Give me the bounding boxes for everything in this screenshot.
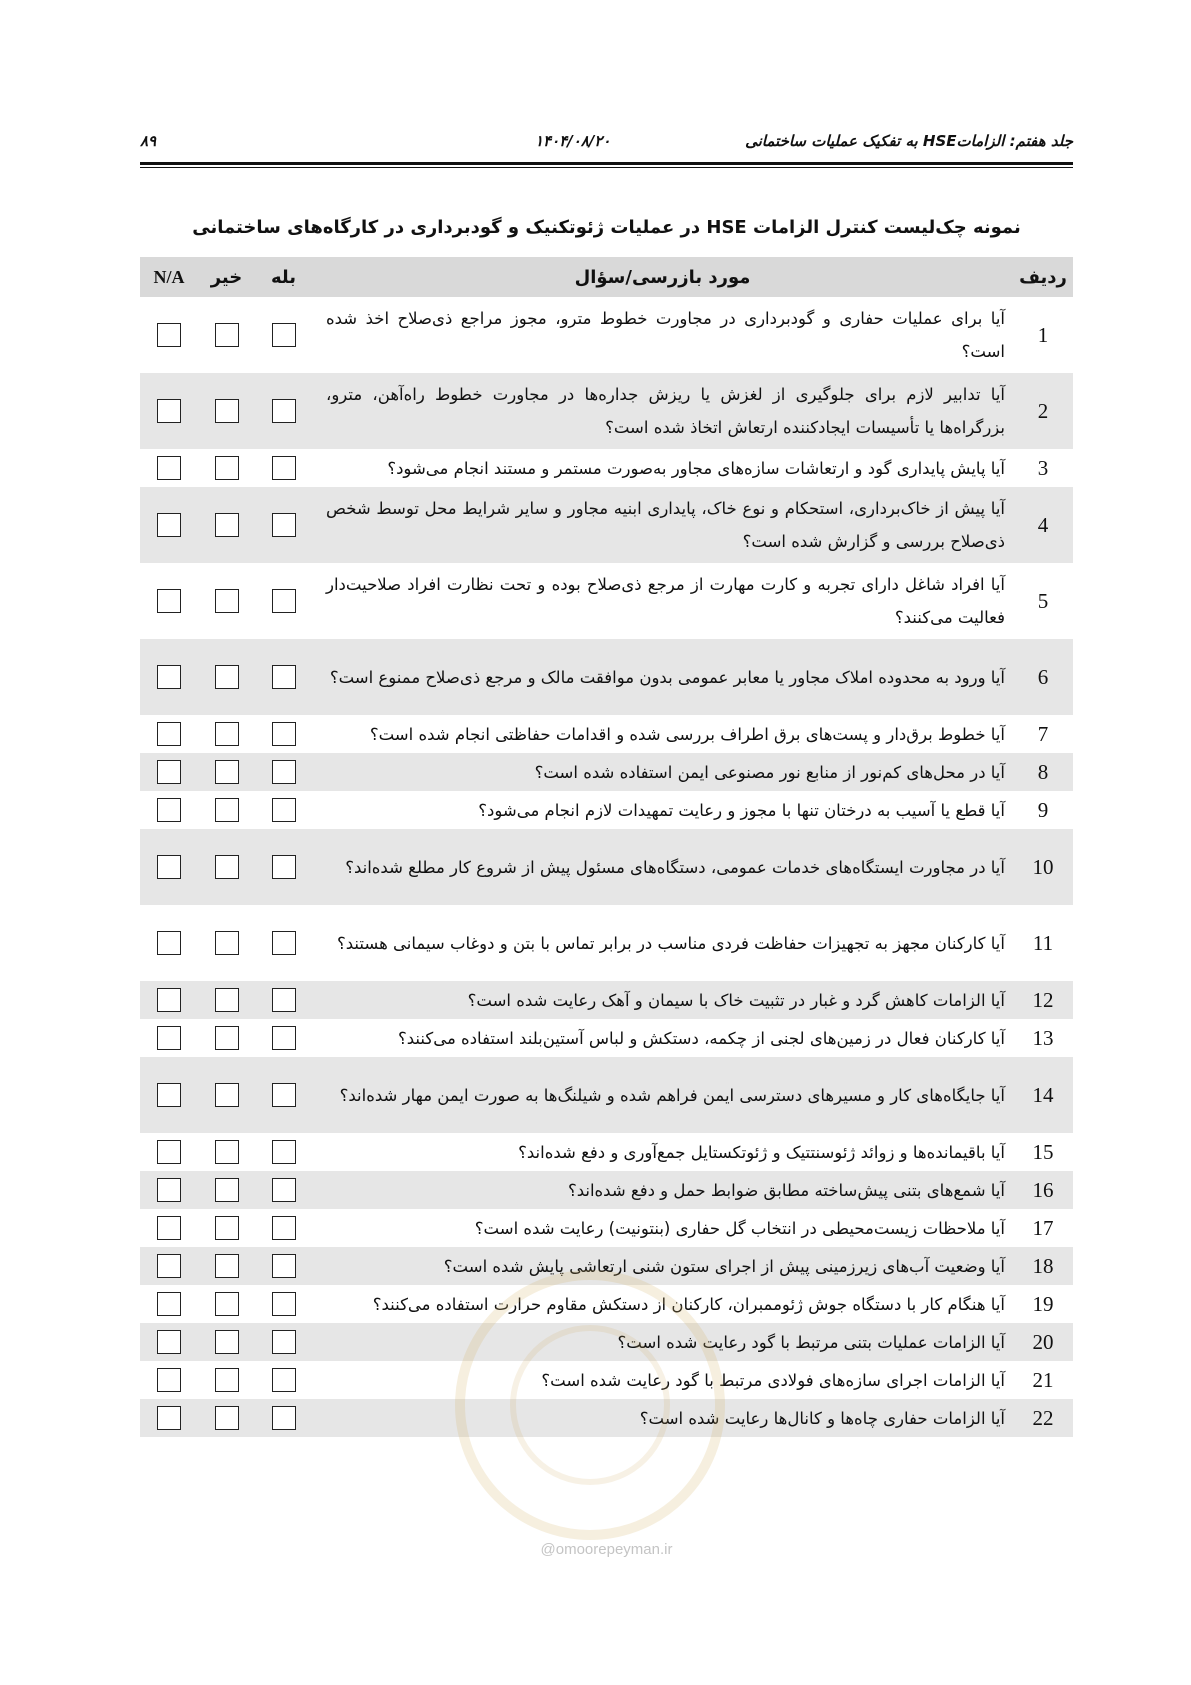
- table-row: [140, 1323, 1073, 1361]
- checkbox-yes[interactable]: [272, 1026, 296, 1050]
- cell-na: [140, 1133, 198, 1171]
- checkbox-yes[interactable]: [272, 855, 296, 879]
- row-number: 2: [1013, 373, 1073, 449]
- cell-yes: [255, 563, 312, 639]
- question-text: آیا وضعیت آب‌های زیرزمینی پیش از اجرای ستون شنی ارتعاشی پایش شده است؟: [312, 1247, 1013, 1285]
- cell-no: [198, 1133, 255, 1171]
- checkbox-yes[interactable]: [272, 1406, 296, 1430]
- header-date: ۱۴۰۴/۰۸/۲۰: [535, 132, 611, 150]
- checkbox-no[interactable]: [215, 760, 239, 784]
- row-number: 5: [1013, 563, 1073, 639]
- cell-no: [198, 563, 255, 639]
- row-number: 21: [1013, 1361, 1073, 1399]
- cell-na: [140, 563, 198, 639]
- cell-yes: [255, 297, 312, 373]
- checkbox-no[interactable]: [215, 589, 239, 613]
- checkbox-na[interactable]: [157, 1254, 181, 1278]
- cell-no: [198, 1247, 255, 1285]
- table-row: [140, 487, 1073, 563]
- checkbox-no[interactable]: [215, 988, 239, 1012]
- cell-yes: [255, 1133, 312, 1171]
- cell-na: [140, 297, 198, 373]
- page-number: ۸۹: [140, 132, 157, 150]
- header-na: N/A: [140, 257, 198, 297]
- cell-yes: [255, 791, 312, 829]
- table-row: [140, 1057, 1073, 1133]
- checkbox-yes[interactable]: [272, 1083, 296, 1107]
- header-no: خیر: [198, 257, 255, 297]
- cell-no: [198, 1399, 255, 1437]
- table-row: [140, 1361, 1073, 1399]
- cell-no: [198, 1209, 255, 1247]
- checklist-title: نمونه چک‌لیست کنترل الزامات HSE در عملیات ژئوتکنیک و گودبرداری در کارگاه‌های ساختمانی: [192, 217, 1021, 238]
- table-row: [140, 639, 1073, 715]
- row-number: 3: [1013, 449, 1073, 487]
- cell-na: [140, 1361, 198, 1399]
- row-number: 10: [1013, 829, 1073, 905]
- question-text: آیا شمع‌های بتنی پیش‌ساخته مطابق ضوابط حمل و دفع شده‌اند؟: [312, 1171, 1013, 1209]
- row-number: 8: [1013, 753, 1073, 791]
- question-text: آیا الزامات کاهش گرد و غبار در تثبیت خاک با سیمان و آهک رعایت شده است؟: [312, 981, 1013, 1019]
- checkbox-no[interactable]: [215, 855, 239, 879]
- cell-no: [198, 715, 255, 753]
- question-text: آیا الزامات عملیات بتنی مرتبط با گود رعایت شده است؟: [312, 1323, 1013, 1361]
- checkbox-yes[interactable]: [272, 1292, 296, 1316]
- question-text: آیا الزامات حفاری چاه‌ها و کانال‌ها رعایت شده است؟: [312, 1399, 1013, 1437]
- cell-yes: [255, 981, 312, 1019]
- checkbox-no[interactable]: [215, 1178, 239, 1202]
- question-text: آیا افراد شاغل دارای تجربه و کارت مهارت از مرجع ذی‌صلاح بوده و تحت نظارت افراد صلاحیت‌دار فعالیت می‌کنند؟: [312, 563, 1013, 639]
- cell-yes: [255, 449, 312, 487]
- checkbox-na[interactable]: [157, 1140, 181, 1164]
- checkbox-no[interactable]: [215, 1406, 239, 1430]
- table-row: [140, 753, 1073, 791]
- cell-no: [198, 1323, 255, 1361]
- cell-na: [140, 981, 198, 1019]
- cell-na: [140, 1209, 198, 1247]
- row-number: 11: [1013, 905, 1073, 981]
- checkbox-yes[interactable]: [272, 1330, 296, 1354]
- table-row: [140, 1209, 1073, 1247]
- row-number: 19: [1013, 1285, 1073, 1323]
- checkbox-na[interactable]: [157, 1368, 181, 1392]
- question-text: آیا کارکنان مجهز به تجهیزات حفاظت فردی مناسب در برابر تماس با بتن و دوغاب سیمانی هستند؟: [312, 905, 1013, 981]
- checkbox-no[interactable]: [215, 323, 239, 347]
- cell-yes: [255, 487, 312, 563]
- cell-yes: [255, 829, 312, 905]
- checkbox-yes[interactable]: [272, 722, 296, 746]
- checkbox-na[interactable]: [157, 399, 181, 423]
- checkbox-no[interactable]: [215, 399, 239, 423]
- table-row: [140, 1133, 1073, 1171]
- checkbox-yes[interactable]: [272, 1368, 296, 1392]
- row-number: 13: [1013, 1019, 1073, 1057]
- cell-na: [140, 791, 198, 829]
- cell-yes: [255, 1361, 312, 1399]
- row-number: 1: [1013, 297, 1073, 373]
- question-text: آیا تدابیر لازم برای جلوگیری از لغزش یا ریزش جداره‌ها در مجاورت خطوط راه‌آهن، مترو، بزرگراه‌ها یا تأسیسات ایجادکننده ارتعاش اتخاذ شده است؟: [312, 373, 1013, 449]
- cell-yes: [255, 1399, 312, 1437]
- cell-no: [198, 753, 255, 791]
- table-row: [140, 905, 1073, 981]
- cell-na: [140, 487, 198, 563]
- cell-na: [140, 715, 198, 753]
- checkbox-yes[interactable]: [272, 513, 296, 537]
- row-number: 20: [1013, 1323, 1073, 1361]
- checkbox-na[interactable]: [157, 722, 181, 746]
- checkbox-na[interactable]: [157, 931, 181, 955]
- row-number: 15: [1013, 1133, 1073, 1171]
- cell-no: [198, 487, 255, 563]
- cell-na: [140, 753, 198, 791]
- question-text: آیا پایش پایداری گود و ارتعاشات سازه‌های مجاور به‌صورت مستمر و مستند انجام می‌شود؟: [312, 449, 1013, 487]
- cell-na: [140, 1019, 198, 1057]
- cell-no: [198, 373, 255, 449]
- checkbox-yes[interactable]: [272, 760, 296, 784]
- cell-na: [140, 1247, 198, 1285]
- row-number: 16: [1013, 1171, 1073, 1209]
- checkbox-no[interactable]: [215, 1292, 239, 1316]
- table-row: [140, 449, 1073, 487]
- table-row: [140, 373, 1073, 449]
- checkbox-na[interactable]: [157, 323, 181, 347]
- checkbox-yes[interactable]: [272, 1254, 296, 1278]
- checkbox-no[interactable]: [215, 722, 239, 746]
- checkbox-no[interactable]: [215, 513, 239, 537]
- checkbox-na[interactable]: [157, 855, 181, 879]
- cell-no: [198, 1171, 255, 1209]
- checkbox-na[interactable]: [157, 760, 181, 784]
- question-text: آیا خطوط برق‌دار و پست‌های برق اطراف بررسی شده و اقدامات حفاظتی انجام شده است؟: [312, 715, 1013, 753]
- cell-yes: [255, 753, 312, 791]
- checkbox-na[interactable]: [157, 665, 181, 689]
- table-row: [140, 981, 1073, 1019]
- checkbox-na[interactable]: [157, 988, 181, 1012]
- question-text: آیا پیش از خاک‌برداری، استحکام و نوع خاک، پایداری ابنیه مجاور و سایر شرایط محل توسط شخص ذی‌صلاح بررسی و گزارش شده است؟: [312, 487, 1013, 563]
- row-number: 9: [1013, 791, 1073, 829]
- cell-yes: [255, 1209, 312, 1247]
- checkbox-yes[interactable]: [272, 323, 296, 347]
- row-number: 4: [1013, 487, 1073, 563]
- checkbox-yes[interactable]: [272, 988, 296, 1012]
- checkbox-no[interactable]: [215, 1083, 239, 1107]
- cell-yes: [255, 639, 312, 715]
- checkbox-no[interactable]: [215, 1140, 239, 1164]
- checkbox-no[interactable]: [215, 665, 239, 689]
- checkbox-na[interactable]: [157, 1330, 181, 1354]
- cell-na: [140, 449, 198, 487]
- checkbox-no[interactable]: [215, 1368, 239, 1392]
- cell-na: [140, 829, 198, 905]
- row-number: 7: [1013, 715, 1073, 753]
- question-text: آیا ورود به محدوده املاک مجاور یا معابر عمومی بدون موافقت مالک و مرجع ذی‌صلاح ممنوع است؟: [312, 639, 1013, 715]
- cell-na: [140, 1399, 198, 1437]
- cell-no: [198, 449, 255, 487]
- question-text: آیا جایگاه‌های کار و مسیرهای دسترسی ایمن فراهم شده و شیلنگ‌ها به صورت ایمن مهار شده‌اند؟: [312, 1057, 1013, 1133]
- checkbox-na[interactable]: [157, 589, 181, 613]
- checkbox-na[interactable]: [157, 1406, 181, 1430]
- cell-no: [198, 829, 255, 905]
- table-row: [140, 1399, 1073, 1437]
- table-header-row: [140, 257, 1073, 297]
- question-text: آیا الزامات اجرای سازه‌های فولادی مرتبط با گود رعایت شده است؟: [312, 1361, 1013, 1399]
- checkbox-no[interactable]: [215, 798, 239, 822]
- table-row: [140, 791, 1073, 829]
- checkbox-yes[interactable]: [272, 1140, 296, 1164]
- header-question: مورد بازرسی/سؤال: [312, 257, 1013, 297]
- checkbox-na[interactable]: [157, 1292, 181, 1316]
- cell-yes: [255, 373, 312, 449]
- question-text: آیا قطع یا آسیب به درختان تنها با مجوز و رعایت تمهیدات لازم انجام می‌شود؟: [312, 791, 1013, 829]
- checkbox-na[interactable]: [157, 1026, 181, 1050]
- footer-watermark: @omoorepeyman.ir: [540, 1541, 673, 1558]
- table-row: [140, 1247, 1073, 1285]
- cell-yes: [255, 1247, 312, 1285]
- header-rule-thin: [140, 167, 1073, 168]
- row-number: 6: [1013, 639, 1073, 715]
- checkbox-no[interactable]: [215, 1330, 239, 1354]
- checkbox-yes[interactable]: [272, 589, 296, 613]
- row-number: 18: [1013, 1247, 1073, 1285]
- cell-yes: [255, 1323, 312, 1361]
- cell-no: [198, 1285, 255, 1323]
- checkbox-na[interactable]: [157, 1178, 181, 1202]
- row-number: 22: [1013, 1399, 1073, 1437]
- question-text: آیا هنگام کار با دستگاه جوش ژئوممبران، کارکنان از دستکش مقاوم حرارت استفاده می‌کنند؟: [312, 1285, 1013, 1323]
- cell-no: [198, 297, 255, 373]
- table-row: [140, 1019, 1073, 1057]
- row-number: 17: [1013, 1209, 1073, 1247]
- question-text: آیا کارکنان فعال در زمین‌های لجنی از چکمه، دستکش و لباس آستین‌بلند استفاده می‌کنند؟: [312, 1019, 1013, 1057]
- cell-no: [198, 639, 255, 715]
- cell-na: [140, 1171, 198, 1209]
- cell-yes: [255, 1057, 312, 1133]
- checklist-table: [140, 257, 1073, 1437]
- row-number: 12: [1013, 981, 1073, 1019]
- cell-yes: [255, 1019, 312, 1057]
- cell-yes: [255, 715, 312, 753]
- header-title: جلد هفتم: الزاماتHSE به تفکیک عملیات ساختمانی: [745, 132, 1073, 150]
- checkbox-no[interactable]: [215, 1254, 239, 1278]
- checkbox-yes[interactable]: [272, 798, 296, 822]
- checkbox-yes[interactable]: [272, 1216, 296, 1240]
- table-row: [140, 563, 1073, 639]
- checkbox-yes[interactable]: [272, 399, 296, 423]
- checkbox-no[interactable]: [215, 1026, 239, 1050]
- cell-na: [140, 639, 198, 715]
- header-row-number: ردیف: [1013, 257, 1073, 297]
- cell-no: [198, 1361, 255, 1399]
- header-yes: بله: [255, 257, 312, 297]
- row-number: 14: [1013, 1057, 1073, 1133]
- cell-yes: [255, 905, 312, 981]
- checkbox-na[interactable]: [157, 798, 181, 822]
- checkbox-yes[interactable]: [272, 665, 296, 689]
- table-row: [140, 1171, 1073, 1209]
- question-text: آیا ملاحظات زیست‌محیطی در انتخاب گل حفاری (بنتونیت) رعایت شده است؟: [312, 1209, 1013, 1247]
- table-row: [140, 1285, 1073, 1323]
- table-row: [140, 715, 1073, 753]
- cell-na: [140, 1323, 198, 1361]
- cell-na: [140, 373, 198, 449]
- checkbox-yes[interactable]: [272, 1178, 296, 1202]
- checkbox-na[interactable]: [157, 513, 181, 537]
- cell-yes: [255, 1285, 312, 1323]
- checkbox-no[interactable]: [215, 931, 239, 955]
- checkbox-yes[interactable]: [272, 456, 296, 480]
- question-text: آیا در محل‌های کم‌نور از منابع نور مصنوعی ایمن استفاده شده است؟: [312, 753, 1013, 791]
- cell-na: [140, 1285, 198, 1323]
- question-text: آیا در مجاورت ایستگاه‌های خدمات عمومی، دستگاه‌های مسئول پیش از شروع کار مطلع شده‌اند؟: [312, 829, 1013, 905]
- checkbox-na[interactable]: [157, 456, 181, 480]
- cell-no: [198, 905, 255, 981]
- table-row: [140, 829, 1073, 905]
- checkbox-no[interactable]: [215, 1216, 239, 1240]
- cell-no: [198, 981, 255, 1019]
- cell-na: [140, 1057, 198, 1133]
- question-text: آیا باقیمانده‌ها و زوائد ژئوسنتتیک و ژئوتکستایل جمع‌آوری و دفع شده‌اند؟: [312, 1133, 1013, 1171]
- cell-no: [198, 1057, 255, 1133]
- cell-na: [140, 905, 198, 981]
- question-text: آیا برای عملیات حفاری و گودبرداری در مجاورت خطوط مترو، مجوز مراجع ذی‌صلاح اخذ شده است؟: [312, 297, 1013, 373]
- checkbox-no[interactable]: [215, 456, 239, 480]
- header-rule-thick: [140, 162, 1073, 165]
- checkbox-na[interactable]: [157, 1083, 181, 1107]
- table-row: [140, 297, 1073, 373]
- cell-no: [198, 791, 255, 829]
- cell-yes: [255, 1171, 312, 1209]
- cell-no: [198, 1019, 255, 1057]
- checkbox-na[interactable]: [157, 1216, 181, 1240]
- checkbox-yes[interactable]: [272, 931, 296, 955]
